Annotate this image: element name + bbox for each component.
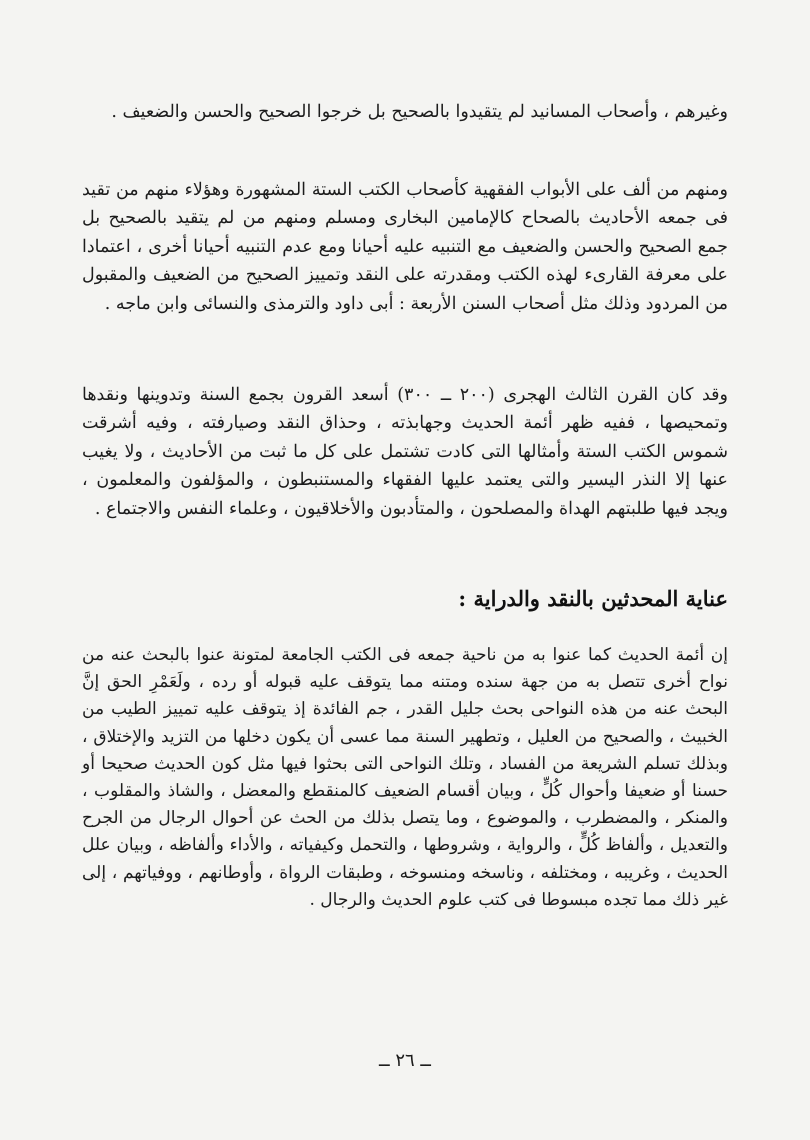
paragraph-1-text: وغيرهم ، وأصحاب المسانيد لم يتقيدوا بالصحيح بل خرجوا الصحيح والحسن والضعيف . — [111, 102, 728, 122]
paragraph-1 — [82, 98, 728, 126]
paragraph-3-text: وقد كان القرن الثالث الهجرى (٢٠٠ ــ ٣٠٠) أسعد القرون بجمع السنة وتدوينها ونقدها وتمحيصها ، ففيه ظهر أئمة الحديث وجهابذته ، وحذاق النقد وصيارفته ، وفيه أشرقت شموس الكتب الستة وأمثالها التى كادت تشتمل على كل ما ثبت من الأحاديث ، ولا يغيب عنها إلا النذر اليسير والتى يعتمد عليها الفقهاء والمستنبطون ، والمؤلفون والمعلمون ، ويجد فيها طلبتهم الهداة والمصلحون ، والمتأدبون والأخلاقيون ، وعلماء النفس والاجتماع . — [82, 385, 729, 519]
paragraph-2 — [82, 176, 728, 318]
paragraph-4 — [82, 642, 728, 914]
paragraph-4-text: إن أئمة الحديث كما عنوا به من ناحية جمعه فى الكتب الجامعة لمتونة عنوا بالبحث عنه من نواح أخرى تتصل به من جهة سنده ومتنه مما يتوقف عليه قبوله أو رده ، ولَعَمْرِ الحق إنَّ البحث عنه من هذه النواحى بحث جليل القدر ، جم الفائدة إذ يتوقف عليه تمييز الطيب من الخبيث ، والصحيح من العليل ، وتطهير السنة مما عسى أن يكون دخلها من التزيد والإختلاق ، وبذلك تسلم الشريعة من الفساد ، وتلك النواحى التى بحثوا فيها مثل كون الحديث صحيحا أو حسنا أو ضعيفا وأحوال كُلٍّ ، وبيان أقسام الضعيف كالمنقطع والمعضل ، والشاذ والمقلوب ، والمنكر ، والمضطرب ، والموضوع ، وما يتصل بذلك من الحث عن أحوال الرجال من الجرح والتعديل ، وألفاظ كُلٍّ ، والرواية ، وشروطها ، والتحمل وكيفياته ، والأداء وألفاظه ، وبيان علل الحديث ، وغريبه ، ومختلفه ، وناسخه ومنسوخه ، وطبقات الرواة ، وأوطانهم ، ووفياتهم ، إلى غير ذلك مما تجده مبسوطا فى كتب علوم الحديث والرجال . — [82, 645, 728, 910]
section-heading: عناية المحدثين بالنقد والدراية : — [458, 586, 728, 611]
page-number: ــ ٢٦ ــ — [379, 1050, 431, 1071]
paragraph-2-text: ومنهم من ألف على الأبواب الفقهية كأصحاب الكتب الستة المشهورة وهؤلاء منهم من تقيد فى جمعه الأحاديث بالصحاح كالإمامين البخارى ومسلم ومنهم من لم يتقيد بالصحيح بل جمع الصحيح والحسن والضعيف مع التنبيه عليه أحيانا ومع عدم التنبيه أحيانا أخرى ، اعتمادا على معرفة القارىء لهذه الكتب ومقدرته على النقد وتمييز الصحيح من الضعيف والمقبول من المردود وذلك مثل أصحاب السنن الأربعة : أبى داود والترمذى والنسائى وابن ماجه . — [82, 180, 728, 314]
paragraph-3 — [82, 381, 728, 523]
